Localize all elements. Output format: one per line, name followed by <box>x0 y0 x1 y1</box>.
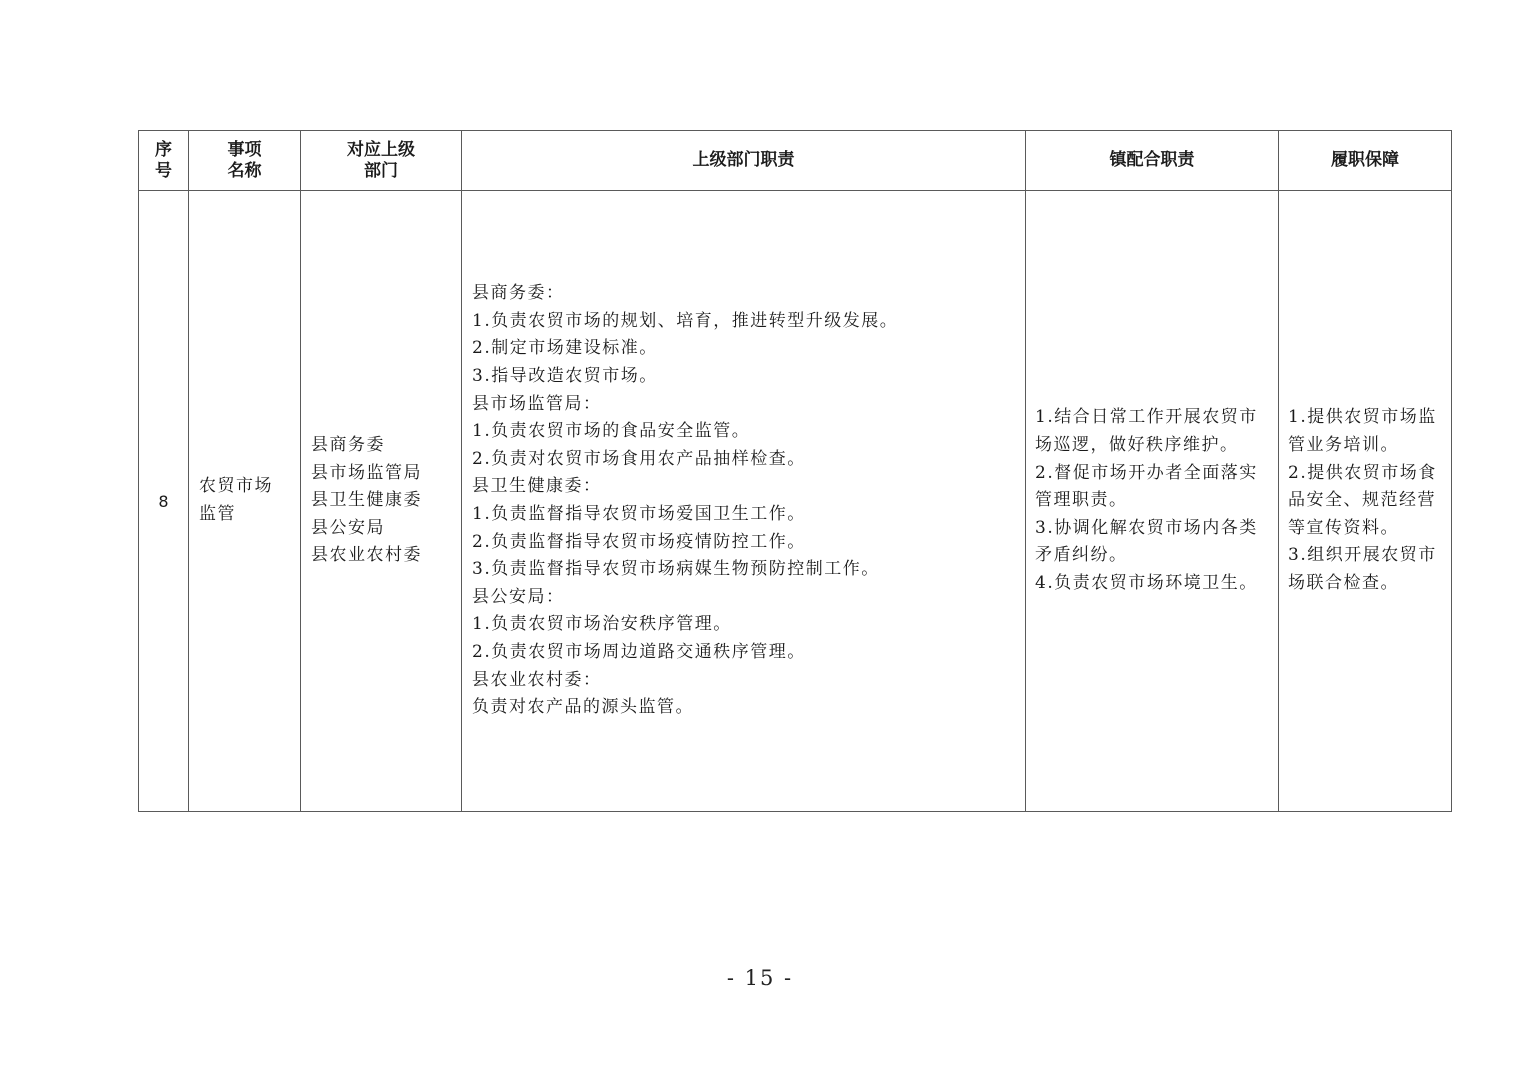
upper-duty-line: 1.负责农贸市场治安秩序管理。 <box>472 614 732 635</box>
upper-duty-line: 县公安局： <box>472 586 565 607</box>
item-name-line: 农贸市场 <box>199 476 273 497</box>
upper-duty-line: 县市场监管局： <box>472 393 602 414</box>
header-item-name <box>189 131 301 191</box>
header-guarantee: 履职保障 <box>1279 131 1452 191</box>
upper-duty-line: 1.负责农贸市场的规划、培育，推进转型升级发展。 <box>472 310 899 331</box>
header-upper-dept <box>301 131 462 191</box>
row-item-name <box>189 191 301 812</box>
department-item: 县市场监管局 <box>311 462 422 483</box>
header-seq <box>139 131 189 191</box>
upper-duty-line: 县商务委： <box>472 283 565 304</box>
department-item: 县公安局 <box>311 517 385 538</box>
upper-duty-line: 负责对农产品的源头监管。 <box>472 697 694 718</box>
guarantee-item: 2.提供农贸市场食品安全、规范经营等宣传资料。 <box>1288 462 1437 538</box>
header-town-duty: 镇配合职责 <box>1026 131 1279 191</box>
page-number: - 15 - <box>726 966 794 990</box>
row-town-duties <box>1026 191 1279 812</box>
upper-duty-line: 3.指导改造农贸市场。 <box>472 366 658 387</box>
town-duty-item: 1.结合日常工作开展农贸市场巡逻，做好秩序维护。 <box>1035 407 1258 456</box>
table-row <box>139 191 1452 812</box>
department-item: 县农业农村委 <box>311 545 422 566</box>
item-name-line: 监管 <box>199 504 236 524</box>
header-seq-line1: 序 <box>155 139 172 160</box>
upper-duty-line: 1.负责农贸市场的食品安全监管。 <box>472 421 751 442</box>
guarantee-item: 3.组织开展农贸市场联合检查。 <box>1288 545 1437 593</box>
upper-duty-line: 3.负责监督指导农贸市场病媒生物预防控制工作。 <box>472 559 880 580</box>
header-upper-duty: 上级部门职责 <box>462 131 1026 191</box>
upper-duty-line: 县农业农村委： <box>472 669 602 690</box>
town-duty-item: 4.负责农贸市场环境卫生。 <box>1035 572 1258 593</box>
row-upper-duties <box>462 191 1026 812</box>
upper-duty-line: 2.负责农贸市场周边道路交通秩序管理。 <box>472 641 806 662</box>
upper-duty-line: 县卫生健康委： <box>472 476 602 497</box>
header-name-line1: 事项 <box>227 139 262 160</box>
header-row <box>139 131 1452 191</box>
row-seq: 8 <box>139 191 189 812</box>
department-item: 县商务委 <box>311 435 385 456</box>
row-departments <box>301 191 462 812</box>
upper-duty-line: 2.负责对农贸市场食用农产品抽样检查。 <box>472 448 806 469</box>
header-name-line2: 名称 <box>227 160 262 181</box>
town-duty-item: 3.协调化解农贸市场内各类矛盾纠纷。 <box>1035 517 1258 566</box>
department-item: 县卫生健康委 <box>311 490 422 511</box>
upper-duty-line: 2.负责监督指导农贸市场疫情防控工作。 <box>472 531 806 552</box>
town-duty-item: 2.督促市场开办者全面落实管理职责。 <box>1035 462 1258 511</box>
header-seq-line2: 号 <box>155 160 172 181</box>
row-guarantees <box>1279 191 1452 812</box>
guarantee-item: 1.提供农贸市场监管业务培训。 <box>1288 407 1437 456</box>
upper-duty-line: 2.制定市场建设标准。 <box>472 338 658 359</box>
header-dept-line1: 对应上级 <box>347 139 415 160</box>
duty-table <box>138 130 1452 812</box>
upper-duty-line: 1.负责监督指导农贸市场爱国卫生工作。 <box>472 504 806 524</box>
header-dept-line2: 部门 <box>364 160 398 181</box>
